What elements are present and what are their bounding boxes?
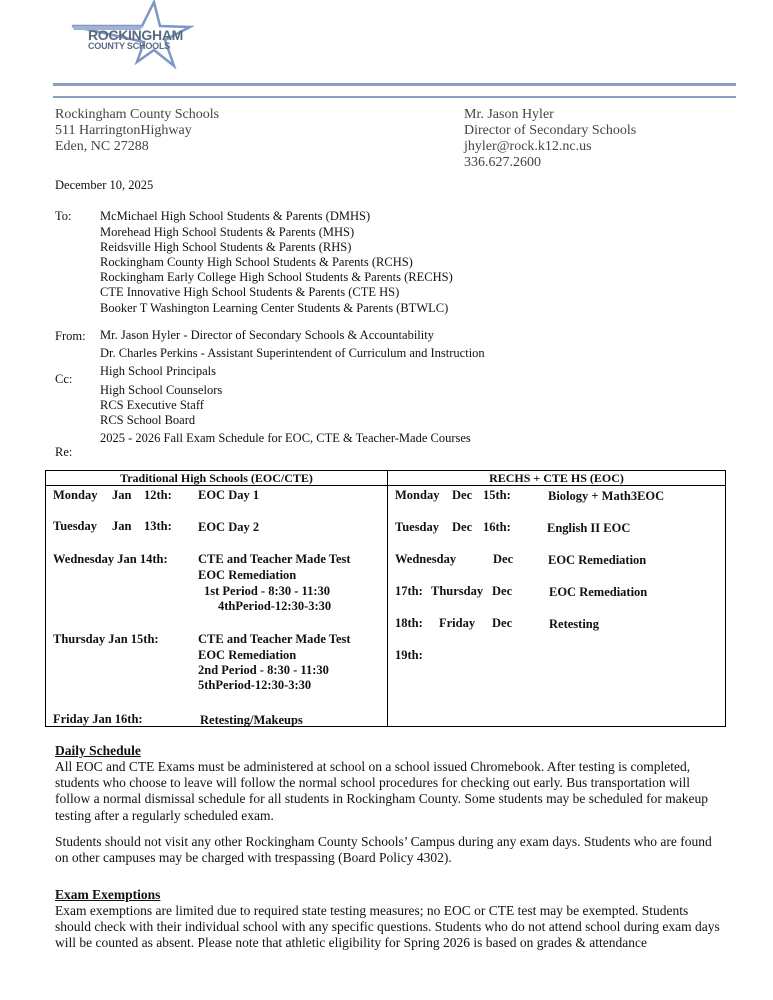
left-thu-line1: CTE and Teacher Made Test bbox=[198, 632, 351, 646]
right-fri-day: Friday bbox=[439, 616, 476, 630]
right-wed-day: Wednesday bbox=[395, 552, 457, 566]
right-tue-month: Dec bbox=[452, 520, 473, 534]
right-fri-month: Dec bbox=[492, 616, 513, 630]
to-recipient: Morehead High School Students & Parents (MHS) bbox=[100, 225, 355, 239]
sender-org: Rockingham County Schools bbox=[55, 107, 220, 122]
cc-recipient: High School Counselors bbox=[100, 383, 223, 397]
exam-exemptions-paragraph: Exam exemptions are limited due to required state testing measures; no EOC or CTE test may be exempted. Students should check with their individual school with any specific questions. Students who do not attend school during exam days will be counted as absent. Please note that athletic eligibility for Spring 2026 is based on grades & attendance bbox=[55, 903, 720, 951]
contact-title: Director of Secondary Schools bbox=[464, 123, 637, 138]
left-thu-line4: 5thPeriod-12:30-3:30 bbox=[198, 678, 312, 692]
right-fri-prefix: 18th: bbox=[395, 616, 423, 630]
cc-label: Cc: bbox=[55, 372, 73, 386]
right-mon-month: Dec bbox=[452, 488, 473, 502]
left-fri-event: Retesting/Makeups bbox=[200, 713, 303, 727]
left-wed-line4: 4thPeriod-12:30-3:30 bbox=[218, 599, 332, 613]
daily-schedule-paragraph-2: Students should not visit any other Rockingham County Schools’ Campus during any exam days. Students who are found on other campuses may be charged with trespassing (Board Policy 4302). bbox=[55, 834, 712, 866]
right-wed-event: EOC Remediation bbox=[548, 553, 647, 567]
contact-name: Mr. Jason Hyler bbox=[464, 107, 554, 122]
to-recipient: McMichael High School Students & Parents (DMHS) bbox=[100, 209, 371, 223]
right-fri-event: Retesting bbox=[549, 617, 599, 631]
to-label: To: bbox=[55, 209, 72, 223]
logo-text-line2: COUNTY SCHOOLS bbox=[88, 41, 171, 51]
memo-date: December 10, 2025 bbox=[55, 178, 154, 192]
re-label: Re: bbox=[55, 445, 73, 459]
sender-street: 511 HarringtonHighway bbox=[55, 123, 192, 138]
from-sender: Mr. Jason Hyler - Director of Secondary Schools & Accountability bbox=[100, 328, 434, 342]
sender-city: Eden, NC 27288 bbox=[55, 139, 149, 154]
left-wed-day: Wednesday Jan 14th: bbox=[53, 552, 168, 566]
table-header-rechs: RECHS + CTE HS (EOC) bbox=[489, 471, 624, 485]
cc-recipient: RCS School Board bbox=[100, 413, 196, 427]
right-tue-event: English II EOC bbox=[547, 521, 631, 535]
right-mon-event: Biology + Math3EOC bbox=[548, 489, 665, 503]
right-thu-day: Thursday bbox=[431, 584, 484, 598]
from-sender: Dr. Charles Perkins - Assistant Superintendent of Curriculum and Instruction bbox=[100, 346, 485, 360]
table-header-traditional: Traditional High Schools (EOC/CTE) bbox=[120, 471, 313, 485]
header-rule-thick bbox=[53, 83, 736, 86]
to-recipient: CTE Innovative High School Students & Parents (CTE HS) bbox=[100, 285, 400, 299]
contact-phone: 336.627.2600 bbox=[464, 155, 541, 170]
left-thu-line3: 2nd Period - 8:30 - 11:30 bbox=[198, 663, 329, 677]
cc-recipient: RCS Executive Staff bbox=[100, 398, 204, 412]
school-logo bbox=[62, 0, 202, 70]
left-tue-day: Tuesday bbox=[53, 519, 98, 533]
from-label: From: bbox=[55, 329, 86, 343]
left-wed-line1: CTE and Teacher Made Test bbox=[198, 552, 351, 566]
right-mon-date: 15th: bbox=[483, 488, 511, 502]
left-mon-date: 12th: bbox=[144, 488, 172, 502]
right-thu-event: EOC Remediation bbox=[549, 585, 648, 599]
left-tue-event: EOC Day 2 bbox=[198, 520, 260, 534]
table-divider-vertical bbox=[387, 471, 388, 726]
right-tue-date: 16th: bbox=[483, 520, 511, 534]
daily-schedule-paragraph-1: All EOC and CTE Exams must be administered at school on a school issued Chromebook. After testing is completed, students who choose to leave will follow the normal school procedures for checking out early. Bus transportation will follow a normal dismissal schedule for all students in Rockingham County. Some students may be scheduled for makeup testing after a regularly scheduled exam. bbox=[55, 759, 709, 823]
left-tue-month: Jan bbox=[112, 519, 132, 533]
right-thu-month: Dec bbox=[492, 584, 513, 598]
left-mon-month: Jan bbox=[112, 488, 132, 502]
to-recipient: Booker T Washington Learning Center Students & Parents (BTWLC) bbox=[100, 301, 449, 315]
to-recipient: Reidsville High School Students & Parents (RHS) bbox=[100, 240, 352, 254]
left-wed-line3: 1st Period - 8:30 - 11:30 bbox=[204, 584, 331, 598]
right-mon-day: Monday bbox=[395, 488, 440, 502]
left-fri-day: Friday Jan 16th: bbox=[53, 712, 143, 726]
left-mon-day: Monday bbox=[53, 488, 98, 502]
header-rule-thin bbox=[53, 96, 736, 98]
left-thu-day: Thursday Jan 15th: bbox=[53, 632, 159, 646]
contact-email[interactable]: jhyler@rock.k12.nc.us bbox=[464, 139, 592, 154]
to-recipient: Rockingham Early College High School Students & Parents (RECHS) bbox=[100, 270, 453, 284]
right-wed-month: Dec bbox=[493, 552, 514, 566]
left-tue-date: 13th: bbox=[144, 519, 172, 533]
left-thu-line2: EOC Remediation bbox=[198, 648, 297, 662]
exam-exemptions-heading: Exam Exemptions bbox=[55, 887, 161, 902]
left-wed-line2: EOC Remediation bbox=[198, 568, 297, 582]
exam-schedule-table bbox=[45, 470, 726, 727]
right-sat-prefix: 19th: bbox=[395, 648, 423, 662]
to-recipient: Rockingham County High School Students & Parents (RCHS) bbox=[100, 255, 413, 269]
re-subject: 2025 - 2026 Fall Exam Schedule for EOC, CTE & Teacher-Made Courses bbox=[100, 431, 471, 445]
cc-recipient: High School Principals bbox=[100, 364, 216, 378]
left-mon-event: EOC Day 1 bbox=[198, 488, 260, 502]
right-thu-prefix: 17th: bbox=[395, 584, 423, 598]
logo-text-line1: ROCKINGHAM bbox=[88, 27, 183, 43]
right-tue-day: Tuesday bbox=[395, 520, 440, 534]
daily-schedule-heading: Daily Schedule bbox=[55, 743, 141, 758]
